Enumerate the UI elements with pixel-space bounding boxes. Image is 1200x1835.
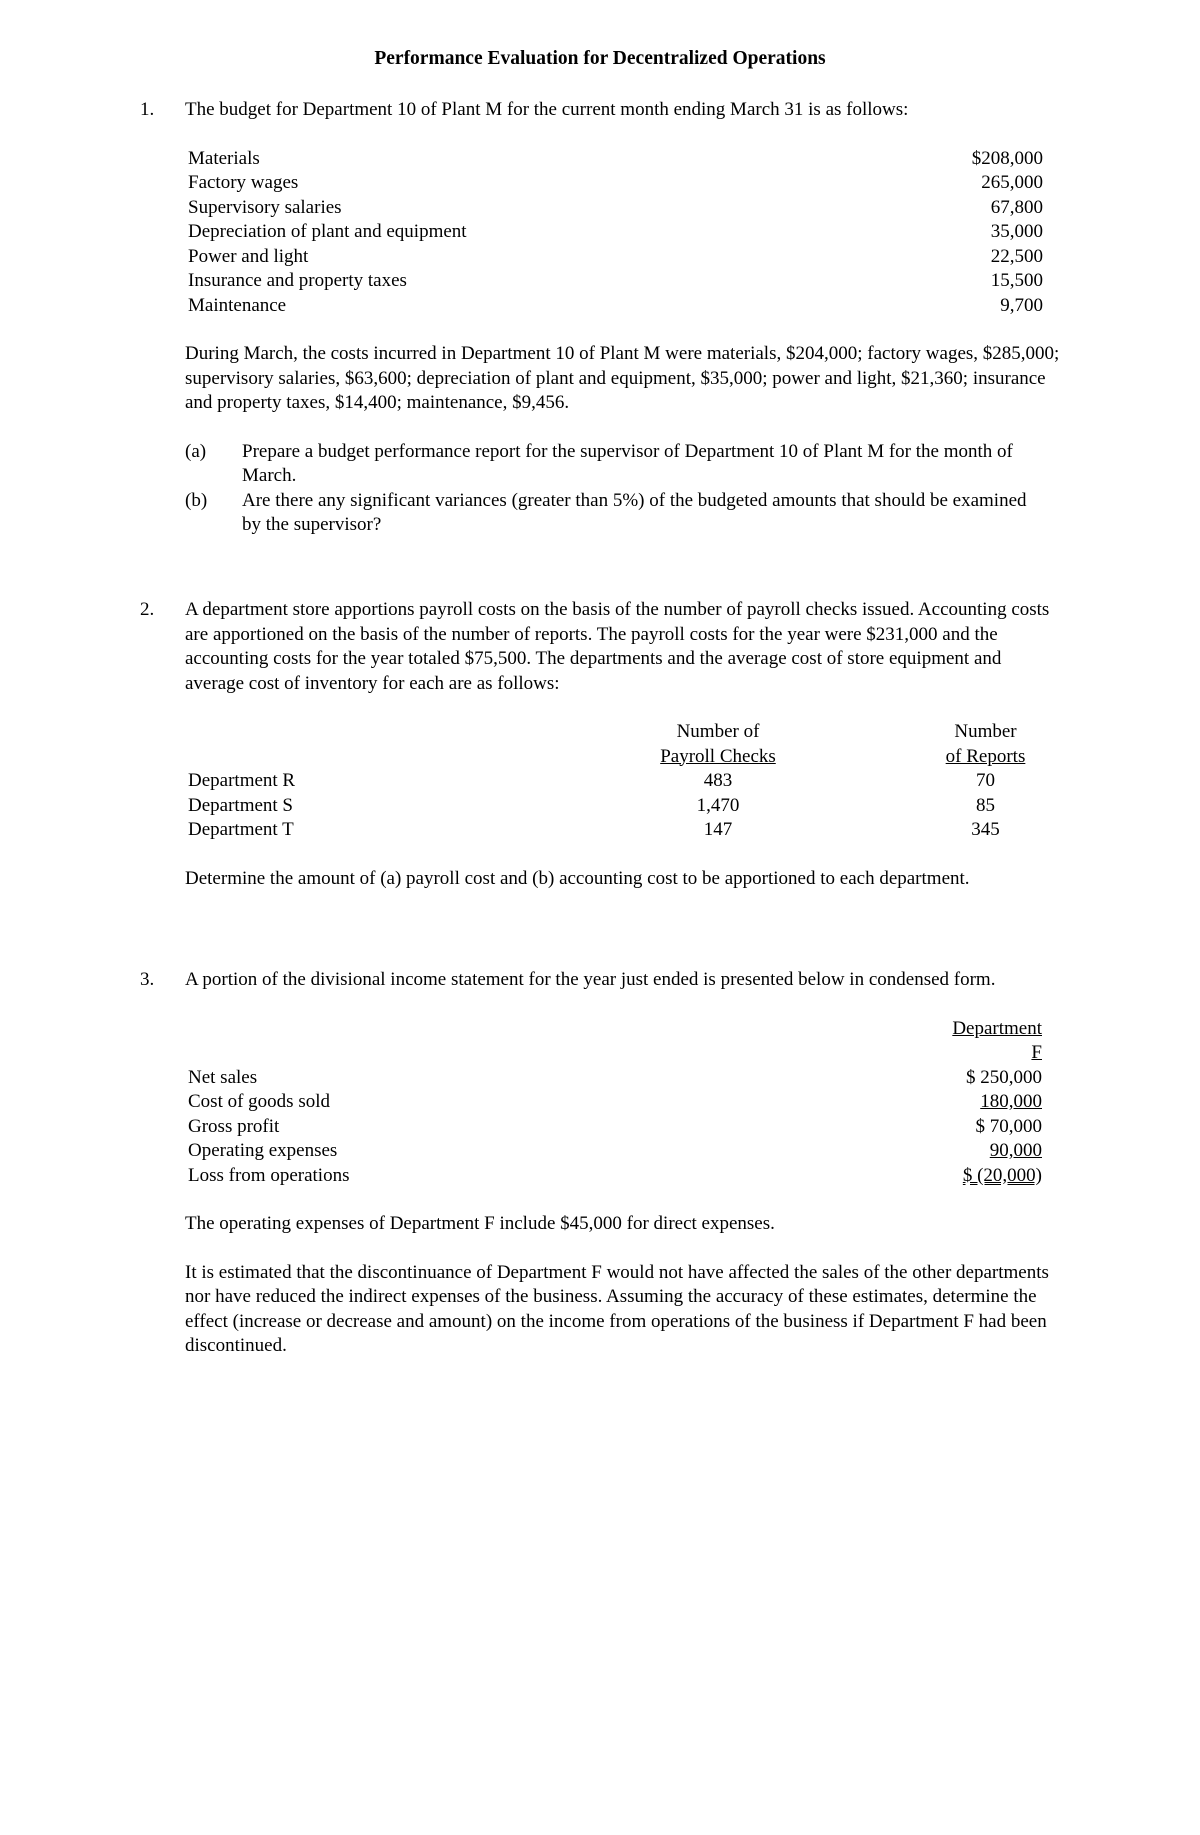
income-label: Loss from operations — [188, 1164, 350, 1186]
budget-row — [188, 245, 1043, 270]
payroll-checks-value: 483 — [703, 770, 733, 791]
department-f-header: Department F — [952, 1017, 1042, 1063]
reports-header-line2: of Reports — [945, 745, 1026, 767]
department-name: Department R — [188, 770, 296, 791]
budget-label: Insurance and property taxes — [188, 270, 407, 291]
question-3 — [140, 968, 1060, 1383]
table-row — [188, 769, 1043, 794]
part-text: Are there any significant variances (greater than 5%) of the budgeted amounts that should be examined by the supervisor? — [242, 489, 1027, 535]
question-3-number: 3. — [140, 969, 155, 990]
question-2-intro: A department store apportions payroll costs on the basis of the number of payroll checks issued. Accounting costs are apportioned on the basis of the number of reports. The payroll costs for the year were $231,000 and the accounting costs for the year totaled $75,500. The departments and the average cost of store equipment and average cost of inventory for each are as follows: — [185, 599, 1050, 694]
page-title: Performance Evaluation for Decentralized Operations — [374, 48, 826, 69]
payroll-checks-header-line2: Payroll Checks — [660, 745, 776, 767]
income-label: Operating expenses — [188, 1140, 338, 1161]
question-1-part-a — [185, 440, 1060, 489]
table-row — [188, 1066, 1042, 1091]
table-row — [188, 1164, 1042, 1189]
budget-label: Maintenance — [188, 294, 287, 316]
payroll-checks-value: 1,470 — [696, 794, 740, 816]
income-value: $ 70,000 — [975, 1115, 1042, 1137]
department-name: Department S — [188, 794, 294, 816]
budget-value: 9,700 — [1000, 294, 1043, 316]
part-label: (b) — [185, 489, 208, 511]
payroll-checks-value: 147 — [703, 819, 733, 840]
allocation-header-row — [188, 745, 1043, 770]
income-value: 90,000 — [989, 1140, 1042, 1161]
budget-value: $208,000 — [971, 147, 1043, 169]
budget-value: 67,800 — [990, 196, 1043, 218]
budget-row — [188, 220, 1043, 245]
question-3-intro: A portion of the divisional income statement for the year just ended is presented below in condensed form. — [185, 969, 996, 990]
budget-row — [188, 196, 1043, 221]
question-2-task: Determine the amount of (a) payroll cost and (b) accounting cost to be apportioned to each department. — [185, 867, 970, 889]
budget-value: 22,500 — [990, 245, 1043, 267]
budget-row — [188, 269, 1043, 294]
part-label: (a) — [185, 440, 207, 462]
question-1-part-b — [185, 489, 1060, 538]
income-statement-table — [188, 1017, 1042, 1189]
table-row — [188, 794, 1043, 819]
question-2 — [140, 598, 1060, 915]
budget-row — [188, 147, 1043, 172]
budget-label: Materials — [188, 147, 260, 169]
budget-row — [188, 171, 1043, 196]
table-row — [188, 1115, 1042, 1140]
question-1-number: 1. — [140, 99, 155, 120]
department-name: Department T — [188, 819, 294, 840]
budget-value: 15,500 — [990, 270, 1043, 291]
table-row — [188, 1090, 1042, 1115]
question-3-task: It is estimated that the discontinuance of Department F would not have affected the sales of the other departments nor have reduced the indirect expenses of the business. Assuming the accuracy of these estimates, determine the effect (increase or decrease and amount) on the income from operations of the business if Department F had been discontinued. — [185, 1261, 1049, 1356]
allocation-header-row — [188, 720, 1043, 745]
budget-label: Power and light — [188, 245, 309, 267]
part-text: Prepare a budget performance report for the supervisor of Department 10 of Plant M for the month of March. — [242, 440, 1013, 486]
reports-value: 345 — [971, 819, 1000, 840]
reports-value: 85 — [976, 794, 995, 816]
table-row — [188, 818, 1043, 843]
income-label: Cost of goods sold — [188, 1091, 330, 1112]
income-value: 180,000 — [980, 1091, 1042, 1112]
question-1-actual-costs: During March, the costs incurred in Department 10 of Plant M were materials, $204,000; factory wages, $285,000; supervisory salaries, $63,600; depreciation of plant and equipment, $35,000; power and light, $21,360; insurance and property taxes, $14,400; maintenance, $9,456. — [185, 343, 1060, 413]
question-2-number: 2. — [140, 599, 155, 620]
income-value: $ 250,000 — [966, 1066, 1042, 1088]
payroll-checks-header-line1: Number of — [676, 721, 760, 742]
budget-value: 35,000 — [990, 221, 1043, 242]
budget-label: Depreciation of plant and equipment — [188, 221, 467, 242]
budget-table — [188, 147, 1043, 319]
income-value: $ (20,000) — [962, 1164, 1042, 1186]
question-3-note: The operating expenses of Department F include $45,000 for direct expenses. — [185, 1213, 775, 1234]
reports-header-line1: Number — [954, 721, 1017, 742]
question-1-intro: The budget for Department 10 of Plant M for the current month ending March 31 is as follows: — [185, 99, 909, 120]
allocation-table — [188, 720, 1043, 843]
income-header-row — [188, 1017, 1042, 1066]
question-1 — [140, 98, 1060, 538]
budget-row — [188, 294, 1043, 319]
budget-value: 265,000 — [981, 172, 1043, 193]
income-label: Net sales — [188, 1066, 258, 1088]
budget-label: Factory wages — [188, 172, 299, 193]
budget-label: Supervisory salaries — [188, 196, 342, 218]
reports-value: 70 — [976, 770, 995, 791]
income-label: Gross profit — [188, 1115, 280, 1137]
table-row — [188, 1139, 1042, 1164]
